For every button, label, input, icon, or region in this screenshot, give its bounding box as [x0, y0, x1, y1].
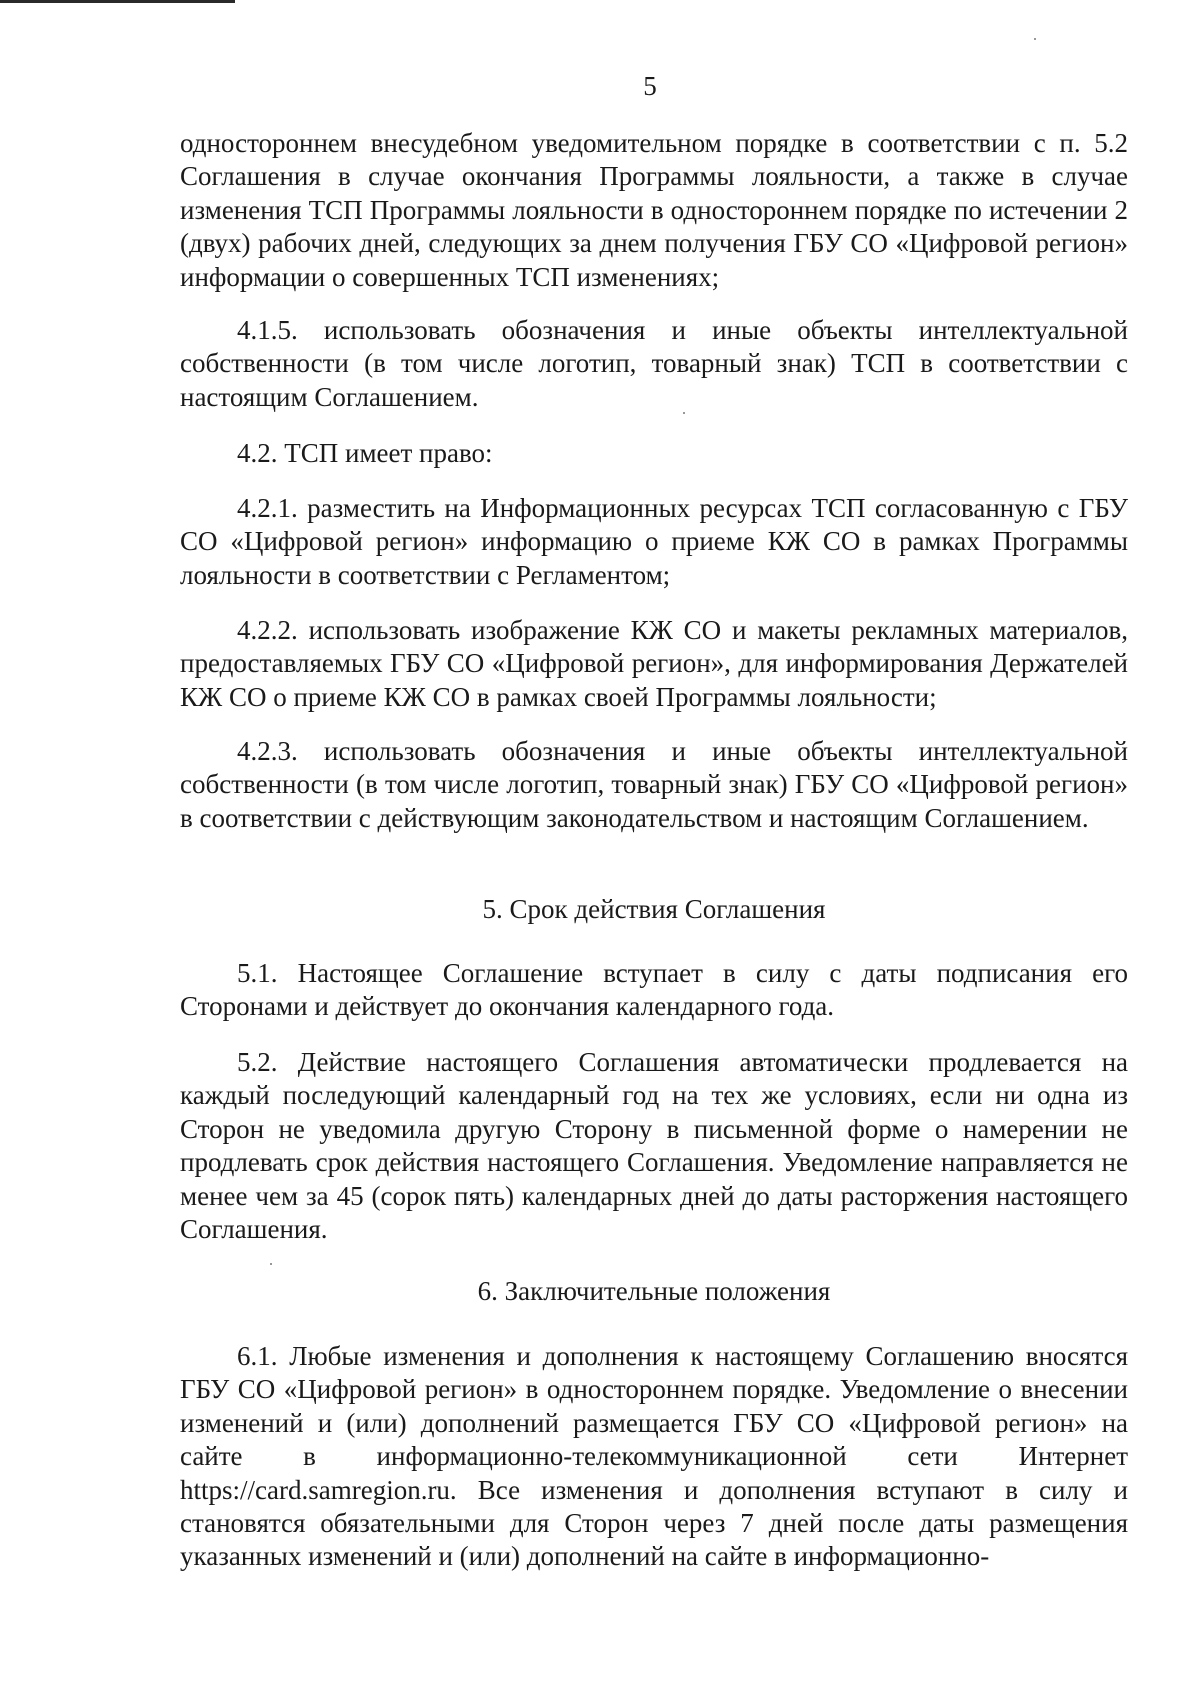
page-number: 5: [643, 71, 657, 101]
paragraph-4-2-3: 4.2.3. использовать обозначения и иные объекты интеллектуальной собственности (в том числе логотип, товарный знак) ГБУ СО «Цифровой регион» в соответствии с действующим законодательством и настоящим Соглашением.: [180, 736, 1128, 833]
paragraph-4-1-5: 4.1.5. использовать обозначения и иные объекты интеллектуальной собственности (в том числе логотип, товарный знак) ТСП в соответствии с настоящим Соглашением.: [180, 315, 1128, 412]
section-heading-final-provisions: 6. Заключительные положения: [477, 1276, 831, 1306]
paragraph-4-2-1: 4.2.1. разместить на Информационных ресурсах ТСП согласованную с ГБУ СО «Цифровой регион» информацию о приеме КЖ СО в рамках Программы лояльности в соответствии с Регламентом;: [180, 493, 1128, 590]
paragraph-4-2: 4.2. ТСП имеет право:: [237, 438, 493, 468]
section-heading-term: 5. Срок действия Соглашения: [482, 894, 826, 924]
paragraph-5-1: 5.1. Настоящее Соглашение вступает в силу с даты подписания его Сторонами и действует до окончания календарного года.: [180, 958, 1128, 1022]
paragraph-continuation: одностороннем внесудебном уведомительном порядке в соответствии с п. 5.2 Соглашения в случае окончания Программы лояльности, а также в случае изменения ТСП Программы лояльности в одностороннем порядке по истечении 2 (двух) рабочих дней, следующих за днем получения ГБУ СО «Цифровой регион» информации о совершенных ТСП изменениях;: [180, 128, 1128, 292]
scan-speck: [1034, 38, 1036, 40]
paragraph-5-2: 5.2. Действие настоящего Соглашения автоматически продлевается на каждый последующий календарный год на тех же условиях, если ни одна из Сторон не уведомила другую Сторону в письменной форме о намерении не продлевать срок действия настоящего Соглашения. Уведомление направляется не менее чем за 45 (сорок пять) календарных дней до даты расторжения настоящего Соглашения.: [180, 1047, 1128, 1245]
paragraph-4-2-2: 4.2.2. использовать изображение КЖ СО и макеты рекламных материалов, предоставляемых ГБУ СО «Цифровой регион», для информирования Держателей КЖ СО о приеме КЖ СО в рамках своей Программы лояльности;: [180, 615, 1128, 712]
scan-edge-mark: [0, 0, 235, 3]
scan-speck: [270, 1263, 272, 1265]
paragraph-6-1: 6.1. Любые изменения и дополнения к настоящему Соглашению вносятся ГБУ СО «Цифровой регион» в одностороннем порядке. Уведомление о внесении изменений и (или) дополнений размещается ГБУ СО «Цифровой регион» на сайте в информационно-телекоммуникационной сети Интернет https://card.samregion.ru. Все изменения и дополнения вступают в силу и становятся обязательными для Сторон через 7 дней после даты размещения указанных изменений и (или) дополнений на сайте в информационно-: [180, 1341, 1128, 1572]
